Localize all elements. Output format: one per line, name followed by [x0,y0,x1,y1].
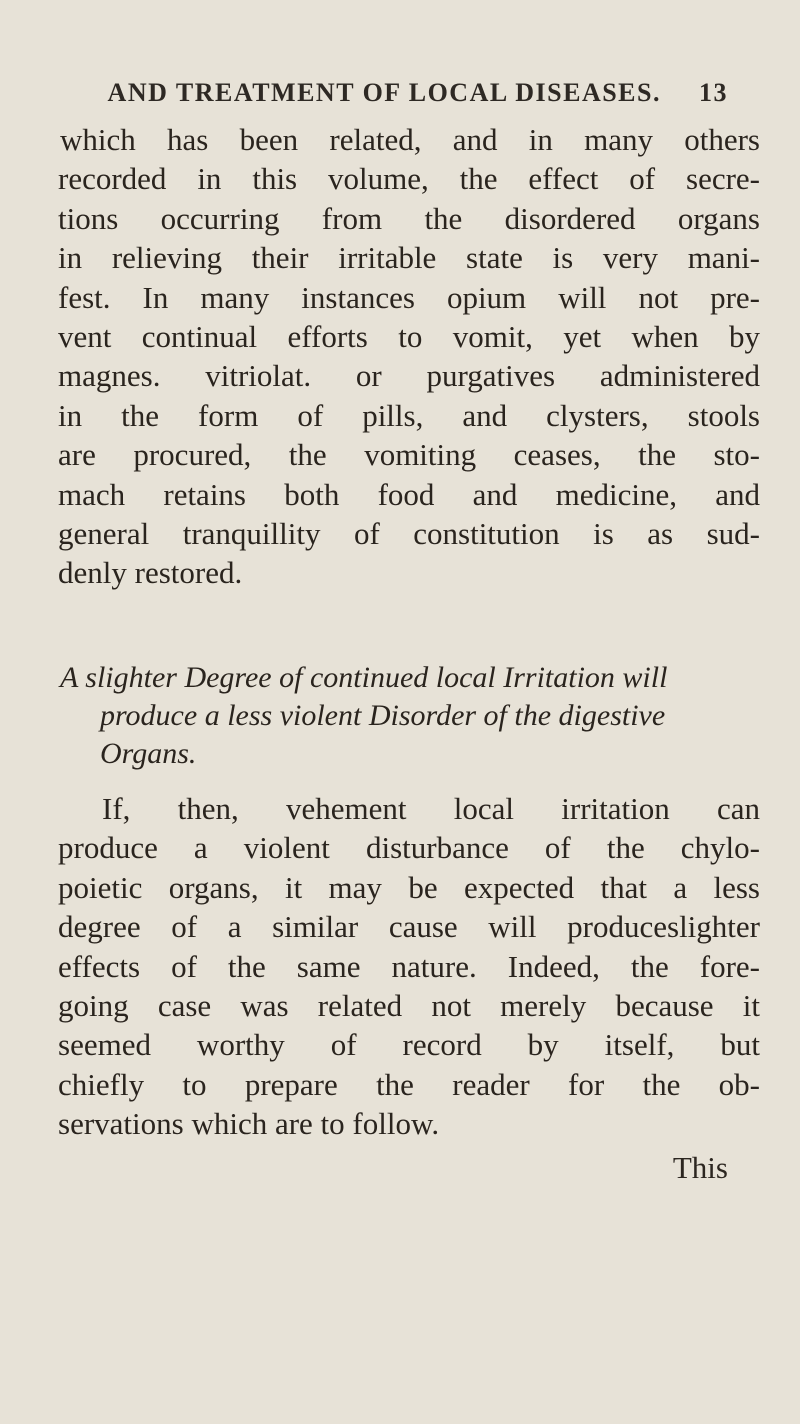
text-line: magnes. vitriolat. or purgatives administered [58,358,760,394]
text-line: are procured, the vomiting ceases, the sto- [58,437,760,473]
text-line: in the form of pills, and clysters, stools [58,397,760,433]
heading-line: Organs. [100,736,197,770]
page-number: 13 [699,78,728,107]
running-head-title: AND TREATMENT OF LOCAL DISEASES. [107,78,661,107]
heading-line: produce a less violent Disorder of the digestive [100,698,666,732]
catchword: This [672,1149,728,1185]
text-line: mach retains both food and medicine, and [58,476,760,512]
text-line: chiefly to prepare the reader for the ob- [58,1066,760,1102]
text-line: produce a violent disturbance of the chylo- [58,830,760,866]
text-line: poietic organs, it may be expected that a less [58,869,760,905]
text-line: tions occurring from the disordered organs [58,200,760,236]
text-line: seemed worthy of record by itself, but [58,1027,760,1063]
text-line: fest. In many instances opium will not pre- [58,279,760,315]
text-line: effects of the same nature. Indeed, the fore- [58,948,760,984]
text-line: If, then, vehement local irritation can [102,790,760,826]
text-line: recorded in this volume, the effect of secre- [58,161,760,197]
heading-line: A slighter Degree of continued local Irritation will [60,660,668,694]
paragraph-2 [58,789,760,1144]
text-line: general tranquillity of constitution is as sud- [58,516,760,552]
text-line: denly restored. [58,555,243,591]
text-line: which has been related, and in many others [60,122,760,157]
text-line: in relieving their irritable state is very mani- [58,240,760,276]
section-heading [58,659,760,773]
text-line: going case was related not merely because it [58,987,760,1023]
text-line: servations which are to follow. [58,1106,440,1142]
paragraph-1 [58,120,760,593]
text-line: degree of a similar cause will produceslighter [58,909,760,945]
text-line: vent continual efforts to vomit, yet when by [58,319,760,355]
running-head [58,78,760,108]
